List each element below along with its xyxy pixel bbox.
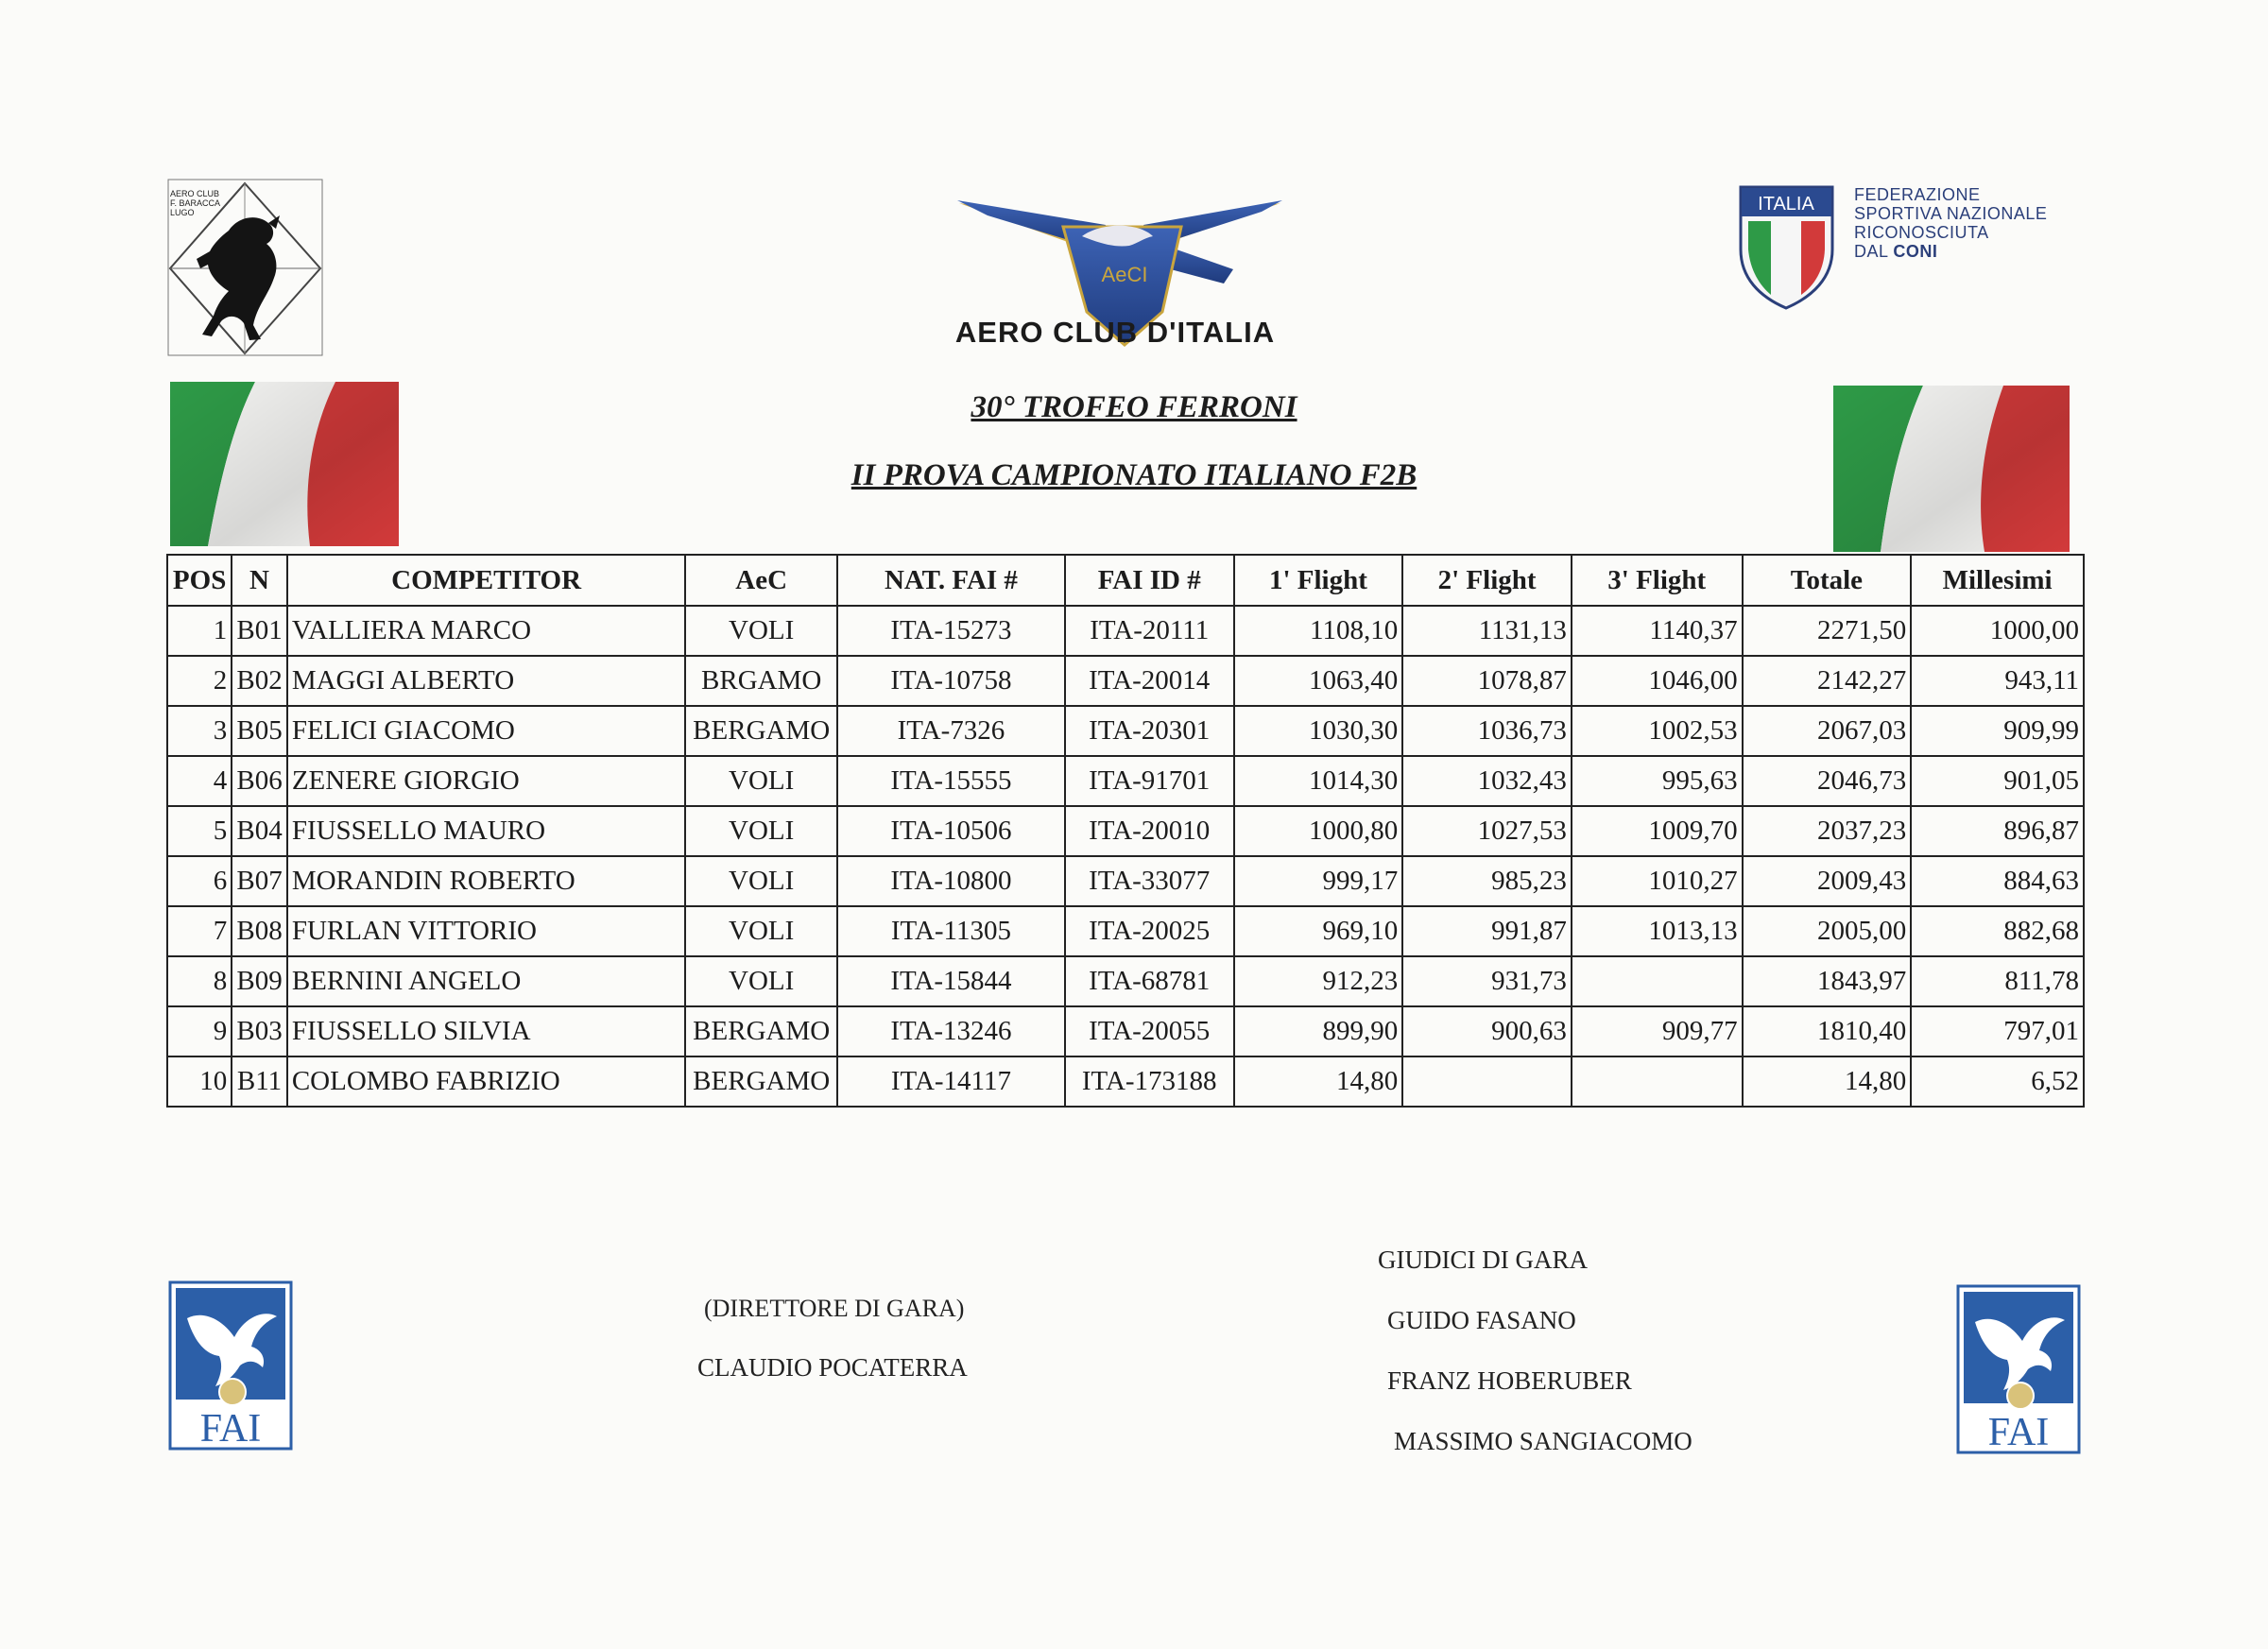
cell-pos: 2 [167,656,232,706]
cell-pos: 6 [167,856,232,906]
italian-flag-left [170,382,399,546]
cell-competitor: MORANDIN ROBERTO [287,856,686,906]
cell-f2: 985,23 [1402,856,1572,906]
cell-fai-id: ITA-20055 [1065,1006,1234,1056]
cell-fai-id: ITA-173188 [1065,1056,1234,1107]
cell-n: B08 [232,906,287,956]
cell-n: B02 [232,656,287,706]
cell-competitor: FELICI GIACOMO [287,706,686,756]
coni-line-1: FEDERAZIONE [1854,185,1981,204]
italia-shield-logo [1737,183,1836,312]
table-row [167,856,2084,906]
cell-f3: 909,77 [1572,1006,1743,1056]
table-row [167,1006,2084,1056]
cell-pos: 4 [167,756,232,806]
cell-aec: BRGAMO [685,656,837,706]
cell-f2: 931,73 [1402,956,1572,1006]
cell-fai-id: ITA-20025 [1065,906,1234,956]
cell-f3: 995,63 [1572,756,1743,806]
cell-competitor: MAGGI ALBERTO [287,656,686,706]
cell-competitor: COLOMBO FABRIZIO [287,1056,686,1107]
cell-millesimi: 882,68 [1911,906,2084,956]
cell-n: B09 [232,956,287,1006]
cell-millesimi: 943,11 [1911,656,2084,706]
cell-millesimi: 811,78 [1911,956,2084,1006]
cell-millesimi: 1000,00 [1911,606,2084,656]
cell-n: B06 [232,756,287,806]
cell-f1: 1014,30 [1234,756,1403,806]
cell-totale: 2067,03 [1743,706,1912,756]
cell-n: B03 [232,1006,287,1056]
aero-club-name: AERO CLUB D'ITALIA [954,316,1276,349]
cell-totale: 2005,00 [1743,906,1912,956]
cell-competitor: VALLIERA MARCO [287,606,686,656]
cell-totale: 14,80 [1743,1056,1912,1107]
column-header: 1' Flight [1234,555,1403,606]
table-row [167,706,2084,756]
column-header: FAI ID # [1065,555,1234,606]
fai-label: FAI [1987,1411,2050,1454]
cell-f3: 1010,27 [1572,856,1743,906]
cell-aec: VOLI [685,906,837,956]
director-name: CLAUDIO POCATERRA [697,1353,968,1382]
cell-n: B01 [232,606,287,656]
cell-competitor: FIUSSELLO SILVIA [287,1006,686,1056]
cell-aec: VOLI [685,806,837,856]
cell-n: B07 [232,856,287,906]
cell-fai-id: ITA-33077 [1065,856,1234,906]
cell-fai-id: ITA-20301 [1065,706,1234,756]
cell-f2: 1078,87 [1402,656,1572,706]
cell-nat-fai: ITA-13246 [837,1006,1065,1056]
table-row [167,1056,2084,1107]
lugo-logo-line-3: LUGO [170,208,195,217]
cell-f1: 14,80 [1234,1056,1403,1107]
judge-name: GUIDO FASANO [1387,1306,1576,1334]
column-header: AeC [685,555,837,606]
cell-totale: 1843,97 [1743,956,1912,1006]
cell-f1: 999,17 [1234,856,1403,906]
cell-n: B05 [232,706,287,756]
fai-logo-right [1956,1284,2081,1454]
column-header: Totale [1743,555,1912,606]
cell-f2: 991,87 [1402,906,1572,956]
cell-totale: 1810,40 [1743,1006,1912,1056]
cell-fai-id: ITA-20010 [1065,806,1234,856]
column-header: POS [167,555,232,606]
cell-nat-fai: ITA-10800 [837,856,1065,906]
italian-flag-right [1833,386,2070,552]
table-row [167,756,2084,806]
cell-nat-fai: ITA-15555 [837,756,1065,806]
cell-f2: 900,63 [1402,1006,1572,1056]
cell-n: B11 [232,1056,287,1107]
table-row [167,656,2084,706]
table-row [167,956,2084,1006]
cell-f2: 1036,73 [1402,706,1572,756]
cell-competitor: BERNINI ANGELO [287,956,686,1006]
cell-aec: VOLI [685,606,837,656]
cell-f1: 912,23 [1234,956,1403,1006]
cell-f3: 1140,37 [1572,606,1743,656]
cell-f3: 1013,13 [1572,906,1743,956]
cell-f1: 899,90 [1234,1006,1403,1056]
cell-pos: 5 [167,806,232,856]
coni-badge-text: ITALIA [1758,194,1814,215]
cell-f1: 1108,10 [1234,606,1403,656]
cell-aec: VOLI [685,956,837,1006]
cell-competitor: FURLAN VITTORIO [287,906,686,956]
judge-name: FRANZ HOBERUBER [1387,1366,1632,1395]
cell-totale: 2142,27 [1743,656,1912,706]
cell-millesimi: 6,52 [1911,1056,2084,1107]
cell-nat-fai: ITA-11305 [837,906,1065,956]
cell-pos: 9 [167,1006,232,1056]
results-table [166,554,2085,1108]
column-header: NAT. FAI # [837,555,1065,606]
judge-name: MASSIMO SANGIACOMO [1394,1427,1692,1455]
coni-line-3: RICONOSCIUTA [1854,223,1989,242]
column-header: Millesimi [1911,555,2084,606]
aero-club-lugo-logo [163,174,328,363]
column-header: N [232,555,287,606]
cell-millesimi: 909,99 [1911,706,2084,756]
cell-pos: 1 [167,606,232,656]
cell-nat-fai: ITA-14117 [837,1056,1065,1107]
table-row [167,806,2084,856]
column-header: 2' Flight [1402,555,1572,606]
coni-line-2: SPORTIVA NAZIONALE [1854,204,2048,223]
table-row [167,606,2084,656]
cell-totale: 2009,43 [1743,856,1912,906]
cell-pos: 7 [167,906,232,956]
cell-totale: 2046,73 [1743,756,1912,806]
cell-pos: 8 [167,956,232,1006]
fai-label: FAI [199,1407,262,1451]
page-subtitle: II PROVA CAMPIONATO ITALIANO F2B [850,458,1418,492]
cell-fai-id: ITA-20014 [1065,656,1234,706]
cell-millesimi: 896,87 [1911,806,2084,856]
cell-f2 [1402,1056,1572,1107]
cell-pos: 10 [167,1056,232,1107]
cell-f1: 1063,40 [1234,656,1403,706]
cell-aec: BERGAMO [685,1056,837,1107]
cell-fai-id: ITA-20111 [1065,606,1234,656]
cell-f3 [1572,956,1743,1006]
lugo-logo-line-1: AERO CLUB [170,189,220,198]
cell-f3: 1046,00 [1572,656,1743,706]
cell-totale: 2271,50 [1743,606,1912,656]
column-header: COMPETITOR [287,555,686,606]
table-header-row [167,555,2084,606]
cell-pos: 3 [167,706,232,756]
cell-aec: BERGAMO [685,1006,837,1056]
column-header: 3' Flight [1572,555,1743,606]
prancing-horse-icon [197,217,276,340]
cell-f1: 1030,30 [1234,706,1403,756]
cell-aec: VOLI [685,856,837,906]
cell-f2: 1032,43 [1402,756,1572,806]
cell-f3 [1572,1056,1743,1107]
cell-millesimi: 901,05 [1911,756,2084,806]
results-body [167,606,2084,1107]
judges-label: GIUDICI DI GARA [1378,1245,1588,1274]
page-title: 30° TROFEO FERRONI [971,390,1297,424]
cell-f3: 1009,70 [1572,806,1743,856]
fai-logo-left [168,1280,293,1451]
cell-f2: 1131,13 [1402,606,1572,656]
cell-nat-fai: ITA-15273 [837,606,1065,656]
cell-nat-fai: ITA-10758 [837,656,1065,706]
director-label: (DIRETTORE DI GARA) [704,1295,965,1322]
cell-fai-id: ITA-91701 [1065,756,1234,806]
cell-nat-fai: ITA-10506 [837,806,1065,856]
coni-line-4: DAL CONI [1854,242,1938,261]
cell-n: B04 [232,806,287,856]
aeci-monogram: AeCI [1101,263,1148,286]
coni-text [1854,185,2047,261]
cell-fai-id: ITA-68781 [1065,956,1234,1006]
cell-competitor: ZENERE GIORGIO [287,756,686,806]
cell-nat-fai: ITA-7326 [837,706,1065,756]
table-row [167,906,2084,956]
cell-totale: 2037,23 [1743,806,1912,856]
cell-f1: 1000,80 [1234,806,1403,856]
cell-aec: VOLI [685,756,837,806]
lugo-logo-line-2: F. BARACCA [170,198,221,208]
cell-nat-fai: ITA-15844 [837,956,1065,1006]
cell-f2: 1027,53 [1402,806,1572,856]
coni-recognition-block [1737,183,2096,316]
cell-aec: BERGAMO [685,706,837,756]
cell-millesimi: 797,01 [1911,1006,2084,1056]
cell-millesimi: 884,63 [1911,856,2084,906]
cell-f1: 969,10 [1234,906,1403,956]
cell-competitor: FIUSSELLO MAURO [287,806,686,856]
cell-f3: 1002,53 [1572,706,1743,756]
